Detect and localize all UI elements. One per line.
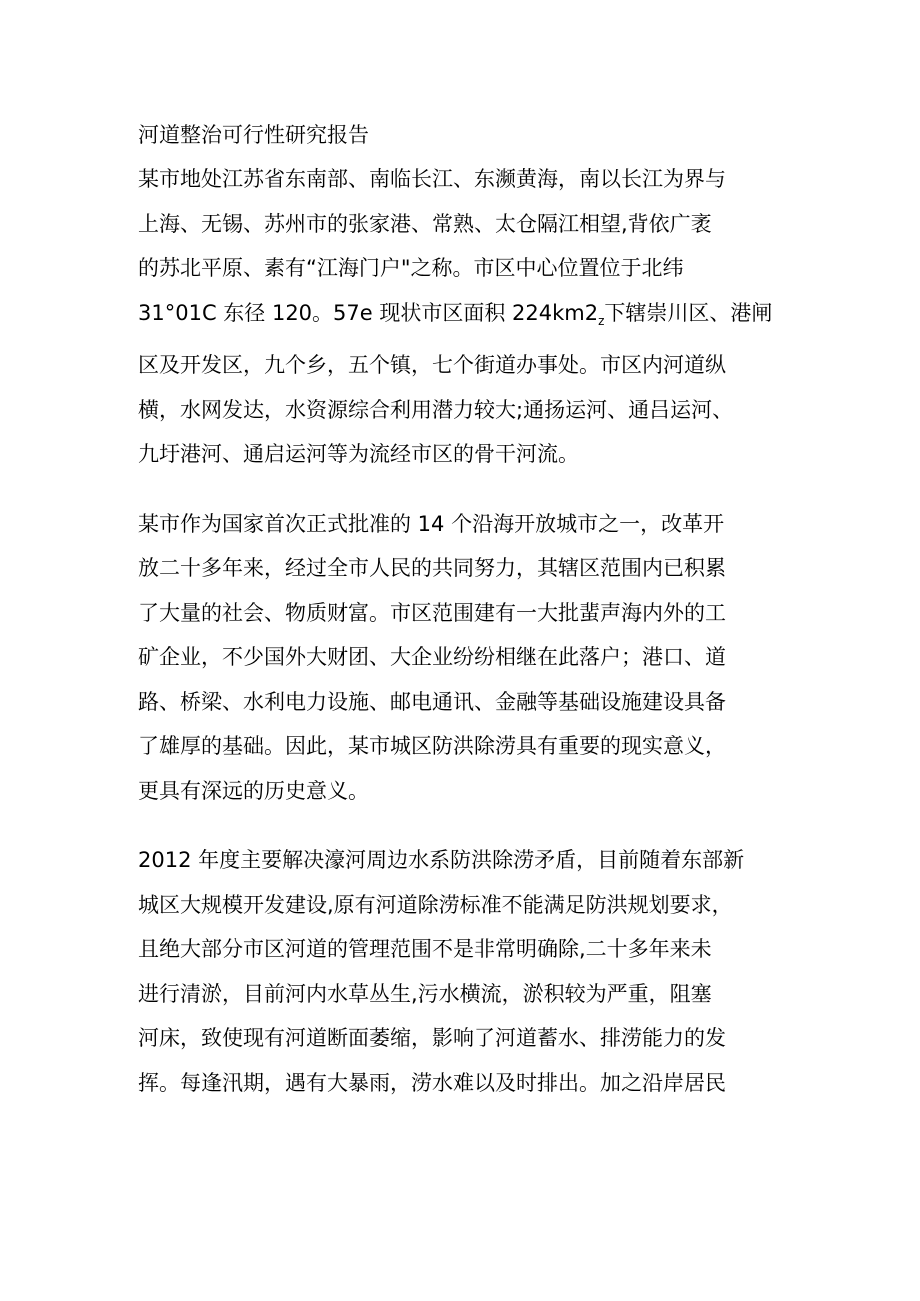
paragraph-line: 某市作为国家首次正式批准的 14 个沿海开放城市之一，改革开 <box>138 511 725 536</box>
paragraph-spacer <box>138 813 798 838</box>
paragraph-line: 更具有深远的历史意义。 <box>138 778 369 803</box>
paragraph-line: 且绝大部分市区河道的管理范围不是非常明确除,二十多年来未 <box>138 937 712 961</box>
paragraph-line: 进行清淤，目前河内水草丛生,污水横流，淤积较为严重，阻塞 <box>138 981 712 1006</box>
paragraph-line: 的苏北平原、素有“江海门户"之称。市区中心位置位于北纬 <box>138 256 684 280</box>
paragraph-line: 了大量的社会、物质财富。市区范围建有一大批蜚声海内外的工 <box>138 600 726 625</box>
paragraph-line: 九圩港河、通启运河等为流经市区的骨干河流。 <box>138 442 579 466</box>
paragraph-line: 区及开发区，九个乡，五个镇，七个街道办事处。市区内河道纵 <box>138 353 726 377</box>
paragraph-line: 放二十多年来，经过全市人民的共同努力，其辖区范围内已积累 <box>138 556 726 580</box>
paragraph-line: 上海、无锡、苏州市的张家港、常熟、太仓隔江相望,背依广袤 <box>138 211 712 236</box>
subscript-mark: z <box>598 313 605 328</box>
paragraph-line: 路、桥梁、水利电力设施、邮电通讯、金融等基础设施建设具备 <box>138 689 726 714</box>
paragraph-line: 横，水网发达，水资源综合利用潜力较大;通扬运河、通吕运河、 <box>138 397 734 422</box>
paragraph-line: 矿企业，不少国外大财团、大企业纷纷相继在此落户；港口、道 <box>138 645 726 669</box>
paragraph-1 <box>138 157 798 477</box>
paragraph-line: 2012 年度主要解决濠河周边水系防洪除涝矛盾，目前随着东部新 <box>138 848 745 872</box>
paragraph-2 <box>138 502 798 814</box>
paragraph-line: 了雄厚的基础。因此，某市城区防洪除涝具有重要的现实意义， <box>138 734 726 758</box>
document-body <box>138 113 798 1105</box>
paragraph-line-text: 31°01C 东径 120。57e 现状市区面积 224km2 <box>138 300 599 325</box>
paragraph-line: 河床，致使现有河道断面萎缩，影响了河道蓄水、排涝能力的发 <box>138 1026 726 1050</box>
paragraph-line: 城区大规模开发建设,原有河道除涝标准不能满足防洪规划要求， <box>138 892 733 917</box>
document-title: 河道整治可行性研究报告 <box>138 123 369 147</box>
paragraph-3 <box>138 838 798 1105</box>
paragraph-line: 挥。每逢汛期，遇有大暴雨，涝水难以及时排出。加之沿岸居民 <box>138 1070 726 1095</box>
paragraph-spacer <box>138 477 798 502</box>
paragraph-line-tail: 下辖崇川区、港闸 <box>604 300 773 325</box>
paragraph-line: 某市地处江苏省东南部、南临长江、东濒黄海，南以长江为界与 <box>138 167 726 191</box>
paragraph-line-with-subscript <box>138 291 798 344</box>
